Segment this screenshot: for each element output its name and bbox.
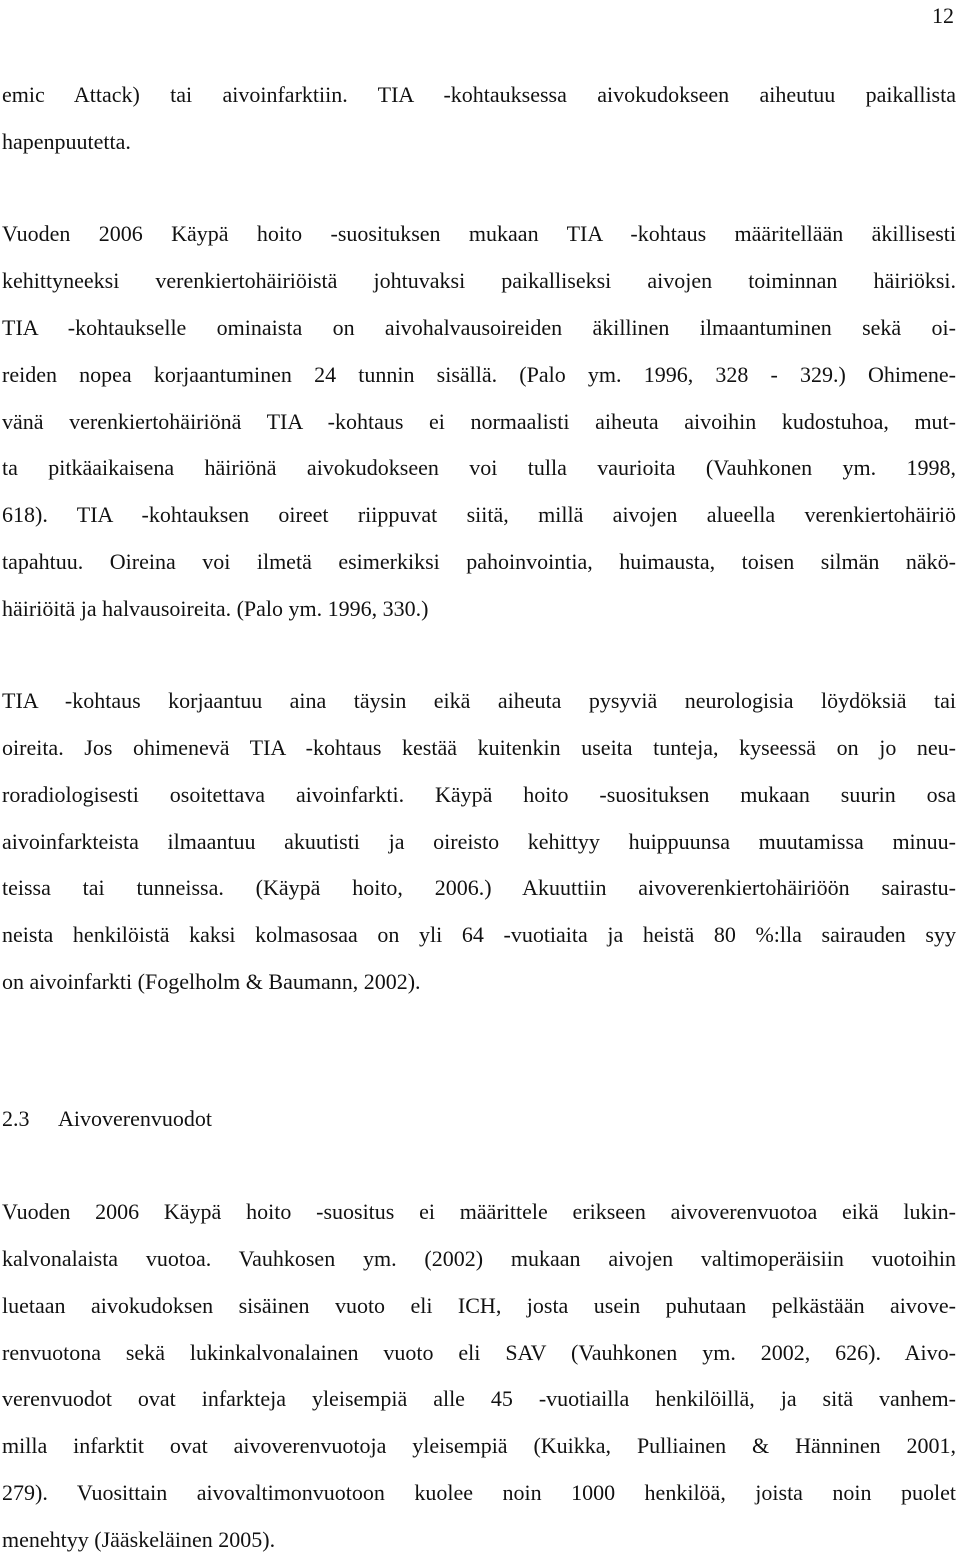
paragraph-line: milla infarktit ovat aivoverenvuotoja yleisempiä (Kuikka, Pulliainen & Hänninen 2001, (2, 1433, 956, 1458)
paragraph-line: 279). Vuosittain aivovaltimonvuotoon kuolee noin 1000 henkilöä, joista noin puolet (2, 1480, 956, 1505)
paragraph-line: neista henkilöistä kaksi kolmasosaa on yli 64 -vuotiaita ja heistä 80 %:lla sairauden syy (2, 922, 956, 947)
paragraph-line: luetaan aivokudoksen sisäinen vuoto eli ICH, josta usein puhutaan pelkästään aivove- (2, 1293, 956, 1318)
paragraph-line: TIA -kohtaukselle ominaista on aivohalvausoireiden äkillinen ilmaantuminen sekä oi- (2, 315, 956, 340)
paragraph-line: roradiologisesti osoitettava aivoinfarkti. Käypä hoito -suosituksen mukaan suurin osa (2, 782, 956, 807)
paragraph-line: kalvonalaista vuotoa. Vauhkosen ym. (2002) mukaan aivojen valtimoperäisiin vuotoihin (2, 1246, 956, 1271)
paragraph-line: 618). TIA -kohtauksen oireet riippuvat siitä, millä aivojen alueella verenkiertohäiriö (2, 502, 956, 527)
paragraph-line: oireita. Jos ohimenevä TIA -kohtaus kestää kuitenkin useita tunteja, kyseessä on jo neu- (2, 735, 956, 760)
paragraph-line: on aivoinfarkti (Fogelholm & Baumann, 2002). (2, 969, 421, 994)
paragraph-line: TIA -kohtaus korjaantuu aina täysin eikä aiheuta pysyviä neurologisia löydöksiä tai (2, 688, 956, 713)
paragraph-line: renvuotona sekä lukinkalvonalainen vuoto eli SAV (Vauhkonen ym. 2002, 626). Aivo- (2, 1340, 956, 1365)
paragraph-line: tapahtuu. Oireina voi ilmetä esimerkiksi pahoinvointia, huimausta, toisen silmän näkö- (2, 549, 956, 574)
paragraph-line: ta pitkäaikaisena häiriönä aivokudokseen voi tulla vaurioita (Vauhkonen ym. 1998, (2, 455, 956, 480)
page-number: 12 (932, 3, 954, 28)
paragraph-line: verenvuodot ovat infarkteja yleisempiä alle 45 -vuotiailla henkilöillä, ja sitä vanhem- (2, 1386, 956, 1411)
paragraph-line: aivoinfarkteista ilmaantuu akuutisti ja oireisto kehittyy huippuunsa muutamissa minuu- (2, 829, 956, 854)
section-number: 2.3 (2, 1106, 30, 1131)
paragraph-line: Vuoden 2006 Käypä hoito -suositus ei määrittele erikseen aivoverenvuotoa eikä lukin- (2, 1199, 956, 1224)
paragraph-line: menehtyy (Jääskeläinen 2005). (2, 1527, 276, 1552)
section-heading (2, 1104, 212, 1134)
paragraph-line: vänä verenkiertohäiriönä TIA -kohtaus ei normaalisti aiheuta aivoihin kudostuhoa, mut- (2, 409, 956, 434)
paragraph-line: kehittyneeksi verenkiertohäiriöistä johtuvaksi paikalliseksi aivojen toiminnan häiriöksi. (2, 268, 956, 293)
paragraph-line: häiriöitä ja halvausoireita. (Palo ym. 1996, 330.) (2, 596, 429, 621)
paragraph-line: Vuoden 2006 Käypä hoito -suosituksen mukaan TIA -kohtaus määritellään äkillisesti (2, 221, 956, 246)
section-title: Aivoverenvuodot (58, 1106, 212, 1131)
paragraph-line: reiden nopea korjaantuminen 24 tunnin sisällä. (Palo ym. 1996, 328 - 329.) Ohimene- (2, 362, 956, 387)
paragraph-line: hapenpuutetta. (2, 129, 131, 154)
paragraph-line: emic Attack) tai aivoinfarktiin. TIA -kohtauksessa aivokudokseen aiheutuu paikallista (2, 82, 956, 107)
paragraph-line: teissa tai tunneissa. (Käypä hoito, 2006.) Akuuttiin aivoverenkiertohäiriöön sairastu- (2, 875, 956, 900)
